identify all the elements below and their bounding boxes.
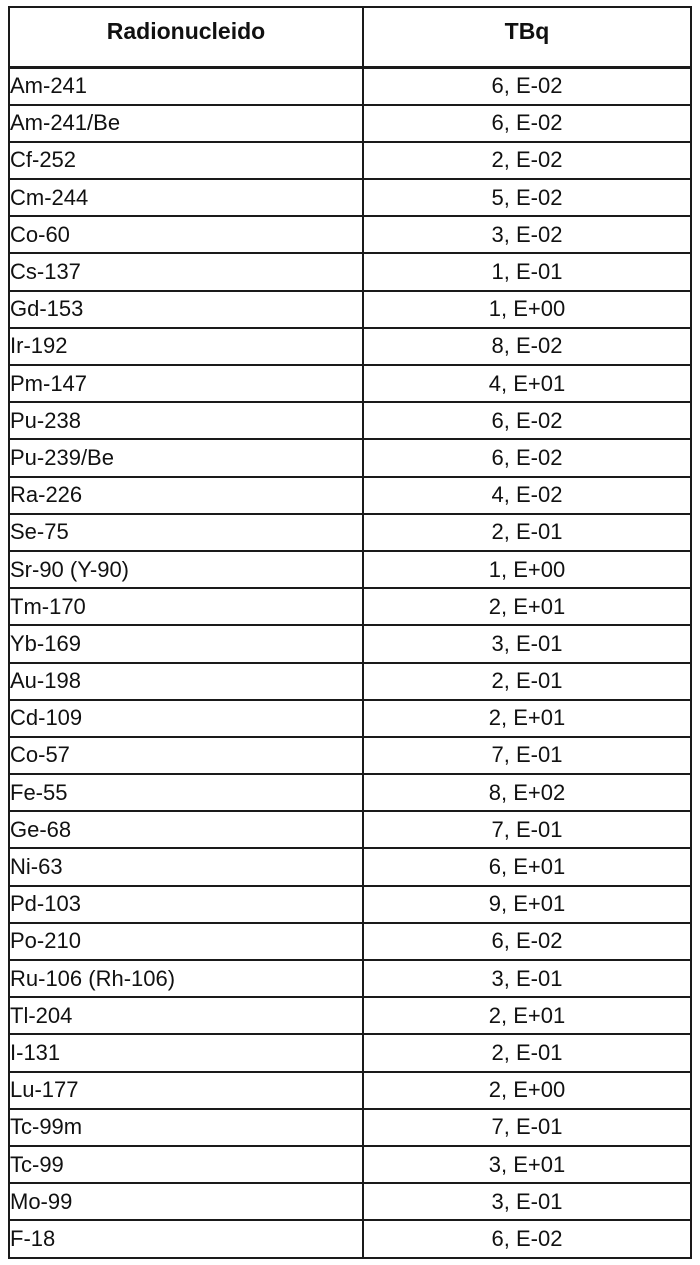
radionuclide-cell: Am-241 <box>9 67 363 105</box>
table-row <box>9 663 691 700</box>
radionuclide-cell: Tm-170 <box>9 588 363 625</box>
table-header <box>9 7 691 67</box>
activity-tbq-cell: 3, E-02 <box>363 216 691 253</box>
activity-tbq-cell: 3, E+01 <box>363 1146 691 1183</box>
activity-tbq-cell: 2, E-01 <box>363 663 691 700</box>
table-row <box>9 997 691 1034</box>
activity-tbq-cell: 7, E-01 <box>363 1109 691 1146</box>
radionuclide-cell: Tl-204 <box>9 997 363 1034</box>
radionuclide-cell: Cm-244 <box>9 179 363 216</box>
radionuclide-cell: Co-60 <box>9 216 363 253</box>
table-row <box>9 1220 691 1257</box>
table-row <box>9 700 691 737</box>
activity-tbq-cell: 2, E-01 <box>363 1034 691 1071</box>
table-row <box>9 179 691 216</box>
radionuclide-cell: Co-57 <box>9 737 363 774</box>
table-row <box>9 514 691 551</box>
table-row <box>9 1034 691 1071</box>
radionuclide-cell: Tc-99m <box>9 1109 363 1146</box>
activity-tbq-cell: 3, E-01 <box>363 960 691 997</box>
activity-tbq-cell: 9, E+01 <box>363 886 691 923</box>
table-row <box>9 402 691 439</box>
radionuclide-cell: Lu-177 <box>9 1072 363 1109</box>
activity-tbq-cell: 2, E+00 <box>363 1072 691 1109</box>
table-row <box>9 142 691 179</box>
activity-tbq-cell: 2, E-01 <box>363 514 691 551</box>
table-row <box>9 1183 691 1220</box>
activity-tbq-cell: 7, E-01 <box>363 811 691 848</box>
activity-tbq-cell: 8, E-02 <box>363 328 691 365</box>
table-row <box>9 1072 691 1109</box>
radionuclide-cell: Cf-252 <box>9 142 363 179</box>
radionuclide-cell: Pu-238 <box>9 402 363 439</box>
table-row <box>9 291 691 328</box>
table-row <box>9 253 691 290</box>
header-radionuclide: Radionucleido <box>9 7 363 67</box>
radionuclide-cell: Am-241/Be <box>9 105 363 142</box>
table-row <box>9 960 691 997</box>
activity-tbq-cell: 1, E-01 <box>363 253 691 290</box>
table-row <box>9 551 691 588</box>
activity-tbq-cell: 3, E-01 <box>363 625 691 662</box>
table-row <box>9 1109 691 1146</box>
radionuclide-cell: Yb-169 <box>9 625 363 662</box>
radionuclide-cell: Se-75 <box>9 514 363 551</box>
activity-tbq-cell: 6, E-02 <box>363 923 691 960</box>
table-row <box>9 588 691 625</box>
activity-tbq-cell: 3, E-01 <box>363 1183 691 1220</box>
activity-tbq-cell: 6, E-02 <box>363 402 691 439</box>
table-row <box>9 328 691 365</box>
radionuclide-cell: Gd-153 <box>9 291 363 328</box>
radionuclide-cell: Tc-99 <box>9 1146 363 1183</box>
table-row <box>9 886 691 923</box>
activity-tbq-cell: 8, E+02 <box>363 774 691 811</box>
table-row <box>9 365 691 402</box>
activity-tbq-cell: 4, E+01 <box>363 365 691 402</box>
activity-tbq-cell: 2, E+01 <box>363 997 691 1034</box>
activity-tbq-cell: 2, E+01 <box>363 588 691 625</box>
activity-tbq-cell: 1, E+00 <box>363 551 691 588</box>
radionuclide-cell: I-131 <box>9 1034 363 1071</box>
table-row <box>9 774 691 811</box>
table-row <box>9 477 691 514</box>
radionuclide-cell: Ge-68 <box>9 811 363 848</box>
activity-tbq-cell: 2, E+01 <box>363 700 691 737</box>
radionuclide-cell: Cd-109 <box>9 700 363 737</box>
table-row <box>9 1146 691 1183</box>
table-row <box>9 811 691 848</box>
activity-tbq-cell: 6, E-02 <box>363 105 691 142</box>
table-row <box>9 439 691 476</box>
radionuclide-cell: Pu-239/Be <box>9 439 363 476</box>
table-row <box>9 625 691 662</box>
activity-tbq-cell: 4, E-02 <box>363 477 691 514</box>
activity-tbq-cell: 6, E-02 <box>363 67 691 105</box>
table-body <box>9 67 691 1258</box>
activity-tbq-cell: 2, E-02 <box>363 142 691 179</box>
radionuclide-cell: Cs-137 <box>9 253 363 290</box>
table-row <box>9 923 691 960</box>
table-row <box>9 737 691 774</box>
radionuclide-cell: Pd-103 <box>9 886 363 923</box>
activity-tbq-cell: 6, E-02 <box>363 1220 691 1257</box>
table-row <box>9 216 691 253</box>
document-page <box>8 6 690 1259</box>
radionuclide-cell: Ni-63 <box>9 848 363 885</box>
radionuclide-cell: F-18 <box>9 1220 363 1257</box>
radionuclide-cell: Po-210 <box>9 923 363 960</box>
radionuclide-cell: Au-198 <box>9 663 363 700</box>
radionuclide-activity-table <box>8 6 692 1259</box>
radionuclide-cell: Ra-226 <box>9 477 363 514</box>
activity-tbq-cell: 6, E+01 <box>363 848 691 885</box>
radionuclide-cell: Sr-90 (Y-90) <box>9 551 363 588</box>
radionuclide-cell: Fe-55 <box>9 774 363 811</box>
activity-tbq-cell: 7, E-01 <box>363 737 691 774</box>
header-row <box>9 7 691 67</box>
activity-tbq-cell: 1, E+00 <box>363 291 691 328</box>
radionuclide-cell: Ru-106 (Rh-106) <box>9 960 363 997</box>
radionuclide-cell: Mo-99 <box>9 1183 363 1220</box>
radionuclide-cell: Ir-192 <box>9 328 363 365</box>
radionuclide-cell: Pm-147 <box>9 365 363 402</box>
header-tbq: TBq <box>363 7 691 67</box>
table-row <box>9 67 691 105</box>
activity-tbq-cell: 5, E-02 <box>363 179 691 216</box>
table-row <box>9 105 691 142</box>
table-row <box>9 848 691 885</box>
activity-tbq-cell: 6, E-02 <box>363 439 691 476</box>
